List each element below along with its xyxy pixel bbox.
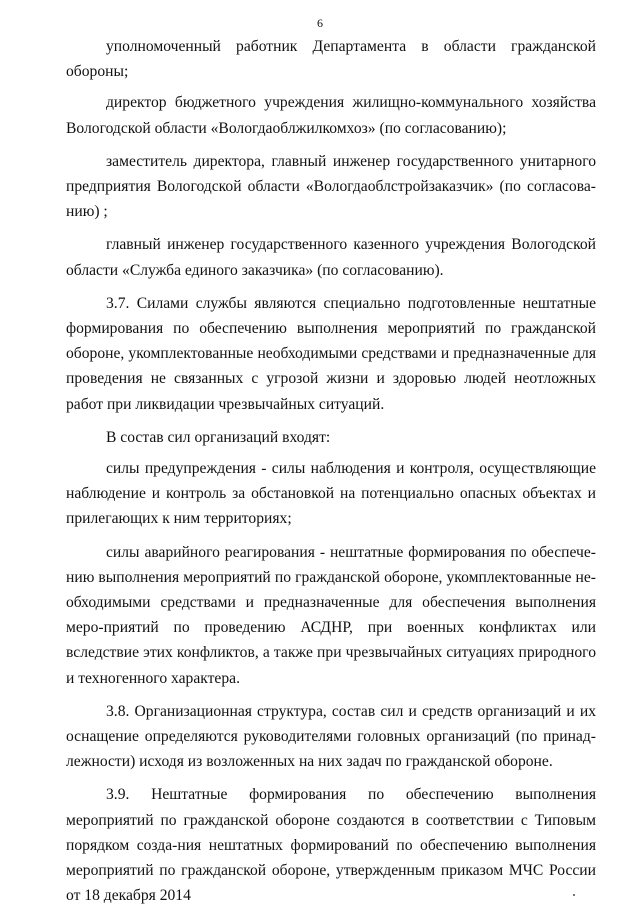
paragraph-deputy-director: заместитель директора, главный инженер государственного унитарного предприятия Вологодской области «Вологдаоблстройзаказчик» (по согласова-нию) ;	[66, 152, 596, 221]
paragraph-chief-engineer: главный инженер государственного казенного учреждения Вологодской области «Служба единого заказчика» (по согласованию).	[66, 236, 596, 279]
scan-speck	[573, 894, 575, 896]
paragraph-forces-composition: В состав сил организаций входят:	[106, 428, 331, 446]
paragraph-section-3-7: 3.7. Силами службы являются специально подготовленные нештатные формирования по обеспечению выполнения мероприятий по гражданской обороне, укомплектованные необходимыми средствами и предназначенные для проведения не связанных с угрозой жизни и здоровью людей неотложных работ при ликвидации чрезвычайных ситуаций.	[66, 294, 596, 413]
page-number: 6	[317, 16, 323, 30]
paragraph-director-housing: директор бюджетного учреждения жилищно-коммунального хозяйства Вологодской области «Вологдаоблжилкомхоз» (по согласованию);	[66, 94, 596, 137]
document-body	[66, 34, 596, 917]
paragraph-section-3-9: 3.9. Нештатные формирования по обеспечению выполнения мероприятий по гражданской обороне создаются в соответствии с Типовым порядком созда-ния нештатных формирований по обеспечению выполнения мероприятий по гражданской обороне, утвержденным приказом МЧС России от 18 декабря 2014	[66, 786, 596, 905]
paragraph-authorized-worker: уполномоченный работник Департамента в области гражданской обороны;	[66, 38, 596, 81]
paragraph-prevention-forces: силы предупреждения - силы наблюдения и контроля, осуществляющие наблюдение и контроль за обстановкой на потенциально опасных объектах и прилегающих к ним территориях;	[66, 460, 596, 528]
paragraph-section-3-8: 3.8. Организационная структура, состав сил и средств организаций и их оснащение определяются руководителями головных организаций (по принад-лежности) исходя из возложенных на них задач по гражданской обороне.	[66, 702, 596, 771]
paragraph-emergency-forces: силы аварийного реагирования - нештатные формирования по обеспече-нию выполнения мероприятий по гражданской обороне, укомплектованные не-обходимыми средствами и предназначенные для обеспечения выполнения меро-приятий по проведению АСДНР, при военных конфликтах или вследствие этих конфликтов, а также при чрезвычайных ситуациях природного и техногенного характера.	[66, 543, 596, 687]
